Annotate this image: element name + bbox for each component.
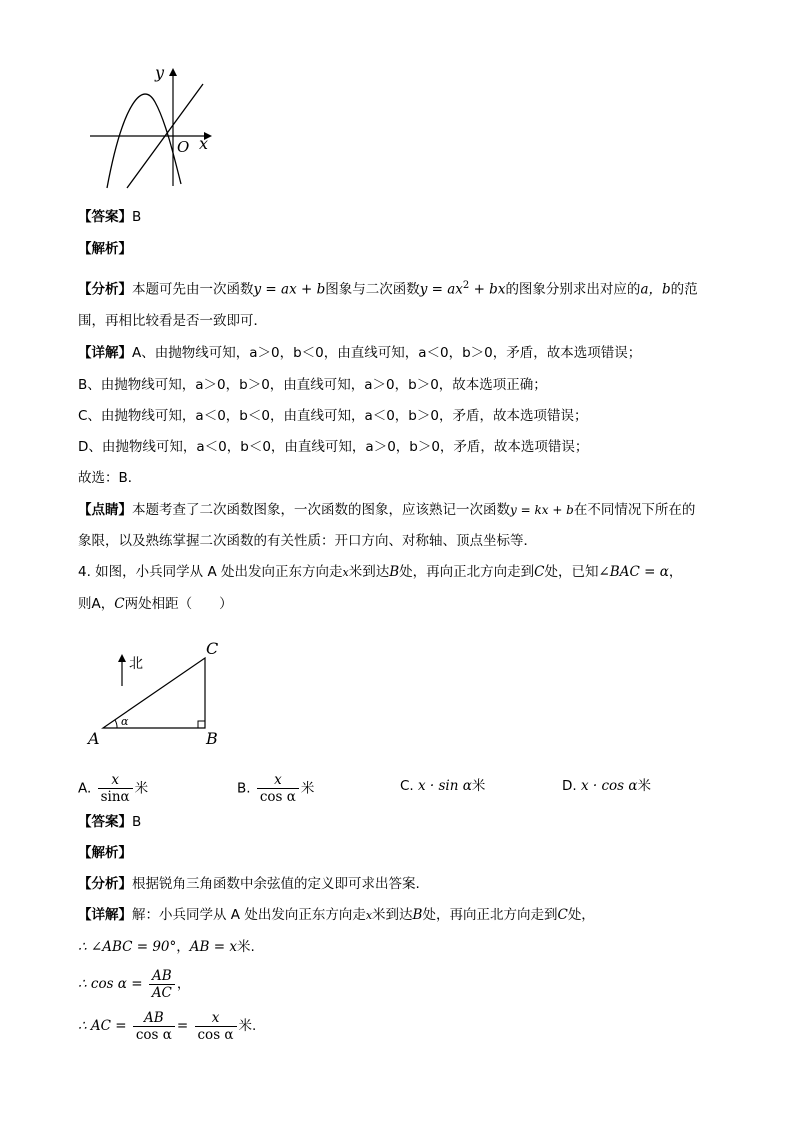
fenxi-1-line-2: 围，再相比较看是否一致即可． <box>78 313 267 329</box>
origin-label: O <box>177 138 190 156</box>
figure-right-triangle <box>85 636 235 752</box>
vertex-a-label: A <box>88 729 100 748</box>
xiangjie-1-c: C、由抛物线可知，a＜0，b＜0，由直线可知，a＜0，b＞0，矛盾，故本选项错误； <box>78 408 588 424</box>
y-axis-label: y <box>155 63 165 82</box>
xiangjie-1-choice: 故选：B． <box>78 470 142 486</box>
cos-fraction: $\frac{AB}{AC}$ <box>149 968 175 1001</box>
right-angle-mark <box>198 721 205 728</box>
jiexi-2-heading: 【解析】 <box>78 845 132 861</box>
alpha-label: α <box>121 715 129 728</box>
x-axis-label: x <box>199 134 209 153</box>
xiangjie-1-d: D、由抛物线可知，a＜0，b＜0，由直线可知，a＞0，b＞0，矛盾，故本选项错误； <box>78 439 589 455</box>
vertex-c-label: C <box>206 639 219 658</box>
vertex-b-label: B <box>206 729 218 748</box>
jiexi-1-heading: 【解析】 <box>78 241 132 257</box>
option-b-fraction: $\frac{x}{\text{cos α}}$ <box>257 772 299 805</box>
option-d[interactable]: D. x · cos α米 <box>562 778 651 794</box>
dianjing-1-line-2: 象限，以及熟练掌握二次函数的有关性质：开口方向、对称轴、顶点坐标等． <box>78 533 537 549</box>
xiangjie-1-a: 【详解】A、由抛物线可知，a＞0，b＜0，由直线可知，a＜0，b＞0，矛盾，故本选项错误； <box>78 345 642 361</box>
north-arrow-head <box>118 654 126 662</box>
north-label: 北 <box>129 656 143 672</box>
xiangjie-2-line-3: ∴ cos α = $\frac{AB}{AC}$ ， <box>78 967 191 1001</box>
y-axis-arrow <box>169 68 177 76</box>
xiangjie-2-line-4: ∴ AC = $\frac{AB}{\text{cos α}}$ = $\frac{x}{\text{cos α}}$ 米. <box>78 1009 257 1043</box>
answer-1: 【答案】B <box>78 209 142 225</box>
option-b[interactable]: B. $\frac{x}{\text{cos α}}$ 米 <box>237 772 315 805</box>
answer-2: 【答案】B <box>78 814 142 830</box>
angle-arc <box>115 720 117 728</box>
question-4-line-2: 则A，C两处相距（ ） <box>78 596 233 612</box>
dianjing-1-line-1: 【点睛】本题考查了二次函数图象，一次函数的图象，应该熟记一次函数y = kx + b在不同情况下所在的 <box>78 502 696 518</box>
xiangjie-1-b: B、由抛物线可知，a＞0，b＞0，由直线可知，a＞0，b＞0，故本选项正确； <box>78 377 547 393</box>
option-c[interactable]: C. x · sin α米 <box>400 778 486 794</box>
question-4-line-1: 4. 如图，小兵同学从 A 处出发向正东方向走x米到达B处，再向正北方向走到C处，已知∠BAC = α， <box>78 564 683 580</box>
xiangjie-2-line-1: 【详解】解：小兵同学从 A 处出发向正东方向走x米到达B处，再向正北方向走到C处， <box>78 907 595 923</box>
ac-fraction-1: $\frac{AB}{\text{cos α}}$ <box>133 1010 175 1043</box>
ac-fraction-2: $\frac{x}{\text{cos α}}$ <box>195 1010 237 1043</box>
fenxi-2: 【分析】根据锐角三角函数中余弦值的定义即可求出答案. <box>78 876 420 892</box>
parabola-curve <box>107 94 181 188</box>
option-a-fraction: $\frac{x}{\sin\alpha}$ <box>98 772 133 805</box>
triangle-abc <box>103 658 205 728</box>
figure-parabola-line <box>85 62 225 192</box>
option-a[interactable]: A. $\frac{x}{\sin\alpha}$ 米 <box>78 772 149 805</box>
xiangjie-2-line-2: ∴ ∠ABC = 90°，AB = x米. <box>78 939 255 955</box>
fenxi-1-line-1: 【分析】本题可先由一次函数y = ax + b图象与二次函数$y = ax^2$ + bx的图象分别求出对应的a，b的范 <box>78 280 698 298</box>
